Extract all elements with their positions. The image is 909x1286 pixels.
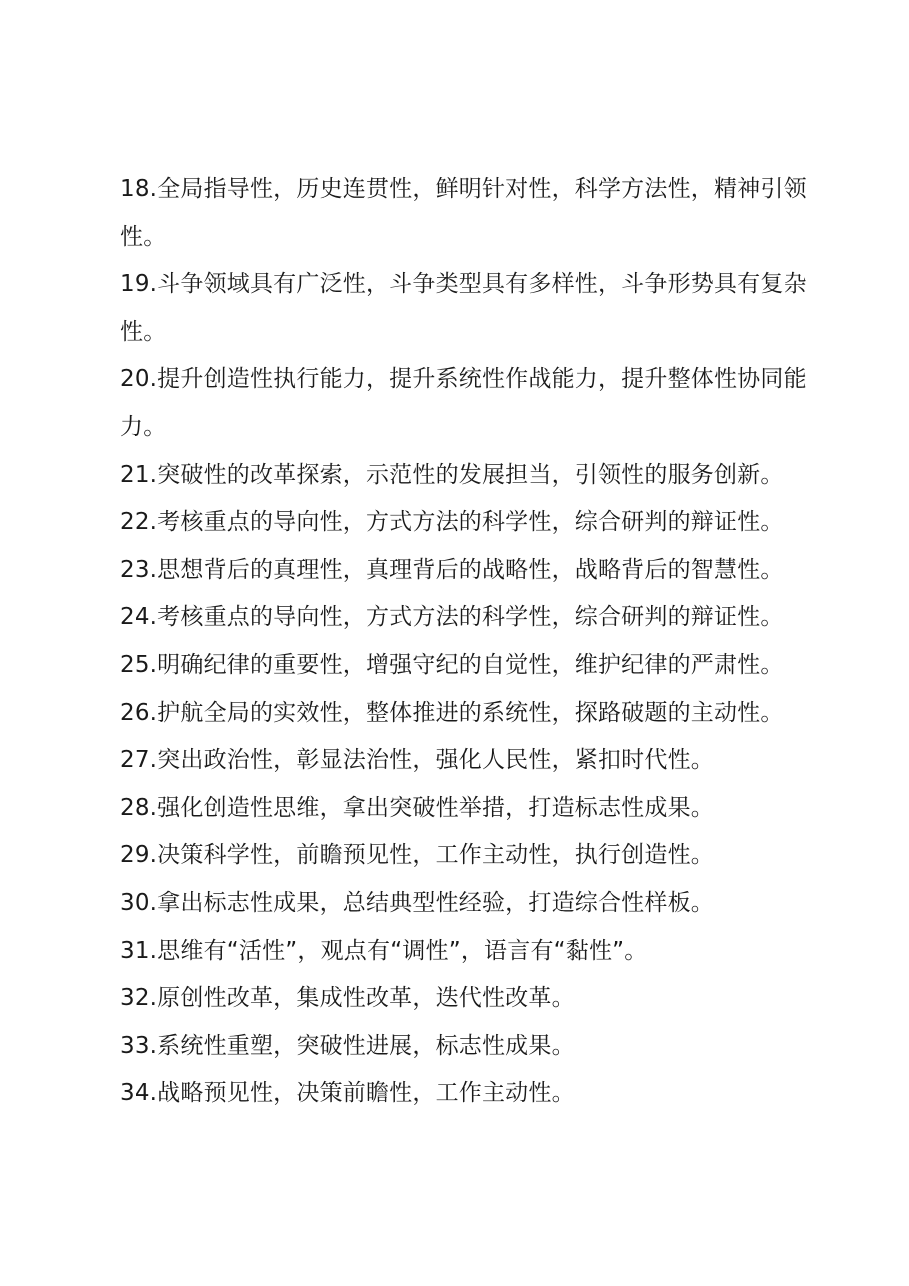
list-item: 26.护航全局的实效性，整体推进的系统性，探路破题的主动性。 <box>120 699 784 726</box>
list-item: 20.提升创造性执行能力，提升系统性作战能力，提升整体性协同能力。 <box>120 366 807 440</box>
list-item: 29.决策科学性，前瞻预见性，工作主动性，执行创造性。 <box>120 842 714 869</box>
list-item: 31.思维有“活性”，观点有“调性”，语言有“黏性”。 <box>120 937 648 964</box>
list-item: 27.突出政治性，彰显法治性，强化人民性，紧扣时代性。 <box>120 747 714 774</box>
list-item: 19.斗争领域具有广泛性，斗争类型具有多样性，斗争形势具有复杂性。 <box>120 271 807 345</box>
list-item: 34.战略预见性，决策前瞻性，工作主动性。 <box>120 1080 575 1107</box>
list-item: 23.思想背后的真理性，真理背后的战略性，战略背后的智慧性。 <box>120 556 784 583</box>
list-item: 30.拿出标志性成果，总结典型性经验，打造综合性样板。 <box>120 889 714 916</box>
list-item: 18.全局指导性，历史连贯性，鲜明针对性，科学方法性，精神引领性。 <box>120 176 807 250</box>
list-item: 33.系统性重塑，突破性进展，标志性成果。 <box>120 1032 575 1059</box>
document-page <box>120 166 820 1118</box>
list-item: 21.突破性的改革探索，示范性的发展担当，引领性的服务创新。 <box>120 461 784 488</box>
list-item: 24.考核重点的导向性，方式方法的科学性，综合研判的辩证性。 <box>120 604 784 631</box>
list-item: 25.明确纪律的重要性，增强守纪的自觉性，维护纪律的严肃性。 <box>120 651 784 678</box>
list-item: 32.原创性改革，集成性改革，迭代性改革。 <box>120 985 575 1012</box>
list-item: 22.考核重点的导向性，方式方法的科学性，综合研判的辩证性。 <box>120 509 784 536</box>
list-item: 28.强化创造性思维，拿出突破性举措，打造标志性成果。 <box>120 794 714 821</box>
